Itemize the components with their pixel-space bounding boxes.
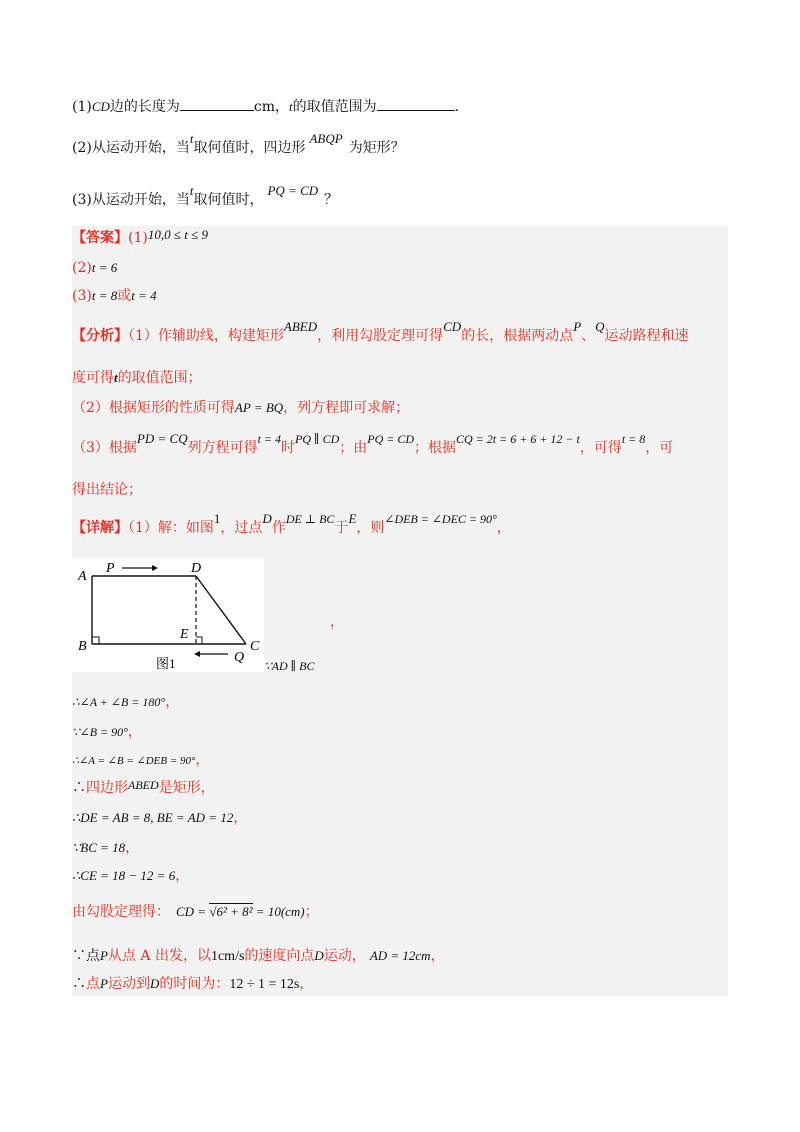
detail-text: 于 <box>334 520 349 536</box>
analysis-eq: AP = BQ <box>234 400 284 415</box>
detail-text: ， <box>165 694 180 710</box>
detail-text: ， <box>195 752 210 768</box>
label-q: Q <box>234 650 245 665</box>
analysis-text: 时 <box>281 440 296 456</box>
detail-step-10 <box>72 974 313 995</box>
analysis-text: （1）作辅助线，构建矩形 <box>128 328 284 344</box>
detail-text: ， <box>430 948 445 964</box>
detail-text: ， <box>299 976 314 992</box>
q1-blank-2 <box>377 96 455 111</box>
analysis-text: （2）根据矩形的性质可得 <box>72 400 235 416</box>
detail-fig-number: 1 <box>213 511 221 526</box>
analysis-text: ，利用勾股定理可得 <box>317 328 444 344</box>
q1-var-cd: CD <box>91 99 110 114</box>
detail-p: P <box>100 976 108 991</box>
analysis-text: 的取值范围； <box>117 370 202 386</box>
figure-1 <box>72 558 264 672</box>
q3-text: (3)从运动开始，当 <box>72 192 190 208</box>
analysis-text: ，可 <box>645 440 674 456</box>
detail-text: ， <box>175 868 190 884</box>
detail-text: ，则 <box>356 520 385 536</box>
detail-step-7 <box>72 866 189 886</box>
analysis-text: ，可得 <box>579 440 622 456</box>
detail-eq: = 10(cm) <box>252 904 305 919</box>
detail-text: 运动到 <box>107 976 150 992</box>
detail-eq: ∴CE = 18 − 12 = 6 <box>72 868 176 883</box>
analysis-p: P <box>573 319 582 334</box>
detail-text: ，过点 <box>220 520 263 536</box>
q1-var-t: t <box>289 99 293 114</box>
figure-caption: 图1 <box>156 656 176 671</box>
q2-end: 为矩形？ <box>348 140 405 156</box>
detail-step-1 <box>72 692 179 712</box>
detail-eq: ∴∠A + ∠B = 180° <box>72 695 166 709</box>
q2-text: (2)从运动开始，当 <box>72 140 190 156</box>
detail-step-2 <box>72 722 142 742</box>
detail-text: 四边形 <box>86 780 128 796</box>
answer-label: 【答案】 <box>72 230 128 246</box>
q3-equation: PQ = CD <box>267 183 319 198</box>
detail-eq: ∵AD ∥ BC <box>264 659 315 673</box>
analysis-eq: t = 8 <box>621 432 646 446</box>
detail-step-9 <box>72 946 445 967</box>
analysis-text: 得出结论； <box>72 482 142 498</box>
detail-text: ， <box>233 810 248 826</box>
analysis-sep: 、 <box>581 328 596 344</box>
analysis-text: 度可得 <box>72 370 114 386</box>
detail-d: D <box>262 511 272 526</box>
analysis-line-4 <box>72 431 674 458</box>
answer-2-number: (2) <box>72 260 92 276</box>
q1-end: . <box>454 99 460 115</box>
analysis-eq: CQ = 2t = 6 + 6 + 12 − t <box>456 432 580 446</box>
detail-step-5 <box>72 808 247 828</box>
analysis-eq: PQ = CD <box>367 432 415 446</box>
label-b: B <box>78 639 87 654</box>
answer-3-or: 或 <box>117 288 132 304</box>
answer-1-number: (1) <box>128 230 148 246</box>
detail-text: 的时间为： <box>159 976 230 992</box>
detail-step-4 <box>72 778 215 798</box>
detail-p: P <box>100 948 108 963</box>
detail-rect: ABED <box>128 778 159 792</box>
q1-unit: cm <box>253 99 276 115</box>
analysis-eq: PD = CQ <box>136 431 188 446</box>
q1-separator: ， <box>275 99 290 115</box>
label-p: P <box>106 561 115 576</box>
detail-label: 【详解】 <box>72 520 128 536</box>
detail-d: D <box>149 976 160 991</box>
detail-text: 由勾股定理得： <box>72 904 170 920</box>
detail-because: ∵点 <box>72 948 100 964</box>
analysis-cd: CD <box>443 319 462 334</box>
detail-therefore: ∴ <box>72 780 86 796</box>
detail-step-6 <box>72 838 139 858</box>
detail-eq: 12 ÷ 1 = 12s <box>229 977 300 992</box>
detail-text: 运动， <box>323 948 366 964</box>
q3-end: ？ <box>324 192 339 208</box>
analysis-eq: PQ ∥ CD <box>295 432 340 446</box>
detail-line-1 <box>72 511 511 538</box>
analysis-eq: t = 4 <box>257 432 282 446</box>
detail-text: ， <box>125 840 140 856</box>
detail-eq: ∴∠A = ∠B = ∠DEB = 90° <box>72 755 196 767</box>
analysis-text: 的长，根据两动点 <box>461 328 574 344</box>
question-3 <box>72 183 339 210</box>
analysis-text: （3）根据 <box>72 440 137 456</box>
detail-perp: DE ⊥ BC <box>285 512 335 526</box>
answer-3-number: (3) <box>72 288 92 304</box>
q1-text: 边的长度为 <box>109 99 180 115</box>
detail-text: ， <box>496 520 511 536</box>
detail-text: 的速度向点 <box>244 948 315 964</box>
detail-text: 作 <box>271 520 286 536</box>
detail-eq: CD = <box>176 904 210 919</box>
answer-line-3 <box>72 286 157 306</box>
analysis-line-5 <box>72 480 142 500</box>
analysis-t: t <box>114 370 118 385</box>
question-1 <box>72 96 459 117</box>
analysis-text: ；根据 <box>414 440 457 456</box>
analysis-q: Q <box>595 319 605 334</box>
label-e: E <box>180 627 189 642</box>
q1-number: (1) <box>72 99 92 115</box>
analysis-rect: ABED <box>283 319 318 334</box>
detail-text: 是矩形， <box>158 780 215 796</box>
detail-eq: ∴DE = AB = 8, BE = AD = 12 <box>72 810 234 825</box>
detail-because-parallel <box>264 656 315 676</box>
detail-d: D <box>314 948 324 963</box>
detail-eq: ∵∠B = 90° <box>72 725 128 739</box>
detail-e: E <box>348 511 357 526</box>
detail-text: ， <box>330 614 344 630</box>
q2-text-2: 取何值时，四边形 <box>193 140 306 156</box>
detail-step-8 <box>72 902 319 922</box>
analysis-text: 运动路程和速 <box>604 328 689 344</box>
detail-eq: ∵BC = 18 <box>72 840 126 855</box>
detail-step-3 <box>72 750 209 771</box>
answer-line-1 <box>72 228 208 248</box>
q2-var-t: t <box>189 131 194 146</box>
figure-comma <box>330 612 344 632</box>
analysis-line-1 <box>72 319 689 346</box>
label-d: D <box>191 561 202 576</box>
answer-3-math-1: t = 8 <box>91 288 118 303</box>
q1-text-2: 的取值范围为 <box>292 99 377 115</box>
detail-therefore: ∴ <box>72 976 86 992</box>
question-2 <box>72 131 405 158</box>
q3-var-t: t <box>189 183 194 198</box>
detail-speed: 1cm/s <box>210 949 245 964</box>
q2-shape: ABQP <box>309 131 343 146</box>
answer-line-2 <box>72 258 117 278</box>
detail-eq: ∠DEB = ∠DEC = 90° <box>384 512 497 526</box>
detail-text: 点 <box>86 976 100 992</box>
label-c: C <box>250 639 260 654</box>
analysis-label: 【分析】 <box>72 328 128 344</box>
detail-text: （1）解：如图 <box>128 520 214 536</box>
answer-2-math: t = 6 <box>91 260 118 275</box>
trapezoid-diagram <box>72 558 264 672</box>
analysis-line-3 <box>72 398 409 418</box>
detail-text: ， <box>127 724 142 740</box>
analysis-text: ，列方程即可求解； <box>283 400 410 416</box>
detail-sqrt: √6² + 8² <box>209 904 253 919</box>
answer-1-math: 10,0 ≤ t ≤ 9 <box>147 227 208 242</box>
detail-eq: AD = 12cm <box>369 948 431 963</box>
analysis-text: ；由 <box>339 440 368 456</box>
detail-text: 从点 A 出发，以 <box>107 948 211 964</box>
label-a: A <box>78 569 87 584</box>
q3-text-2: 取何值时， <box>193 192 264 208</box>
answer-3-math-2: t = 4 <box>131 288 157 303</box>
q1-blank-1 <box>180 96 254 111</box>
analysis-text: 列方程可得 <box>187 440 258 456</box>
detail-text: ； <box>304 904 319 920</box>
analysis-line-2 <box>72 368 202 388</box>
